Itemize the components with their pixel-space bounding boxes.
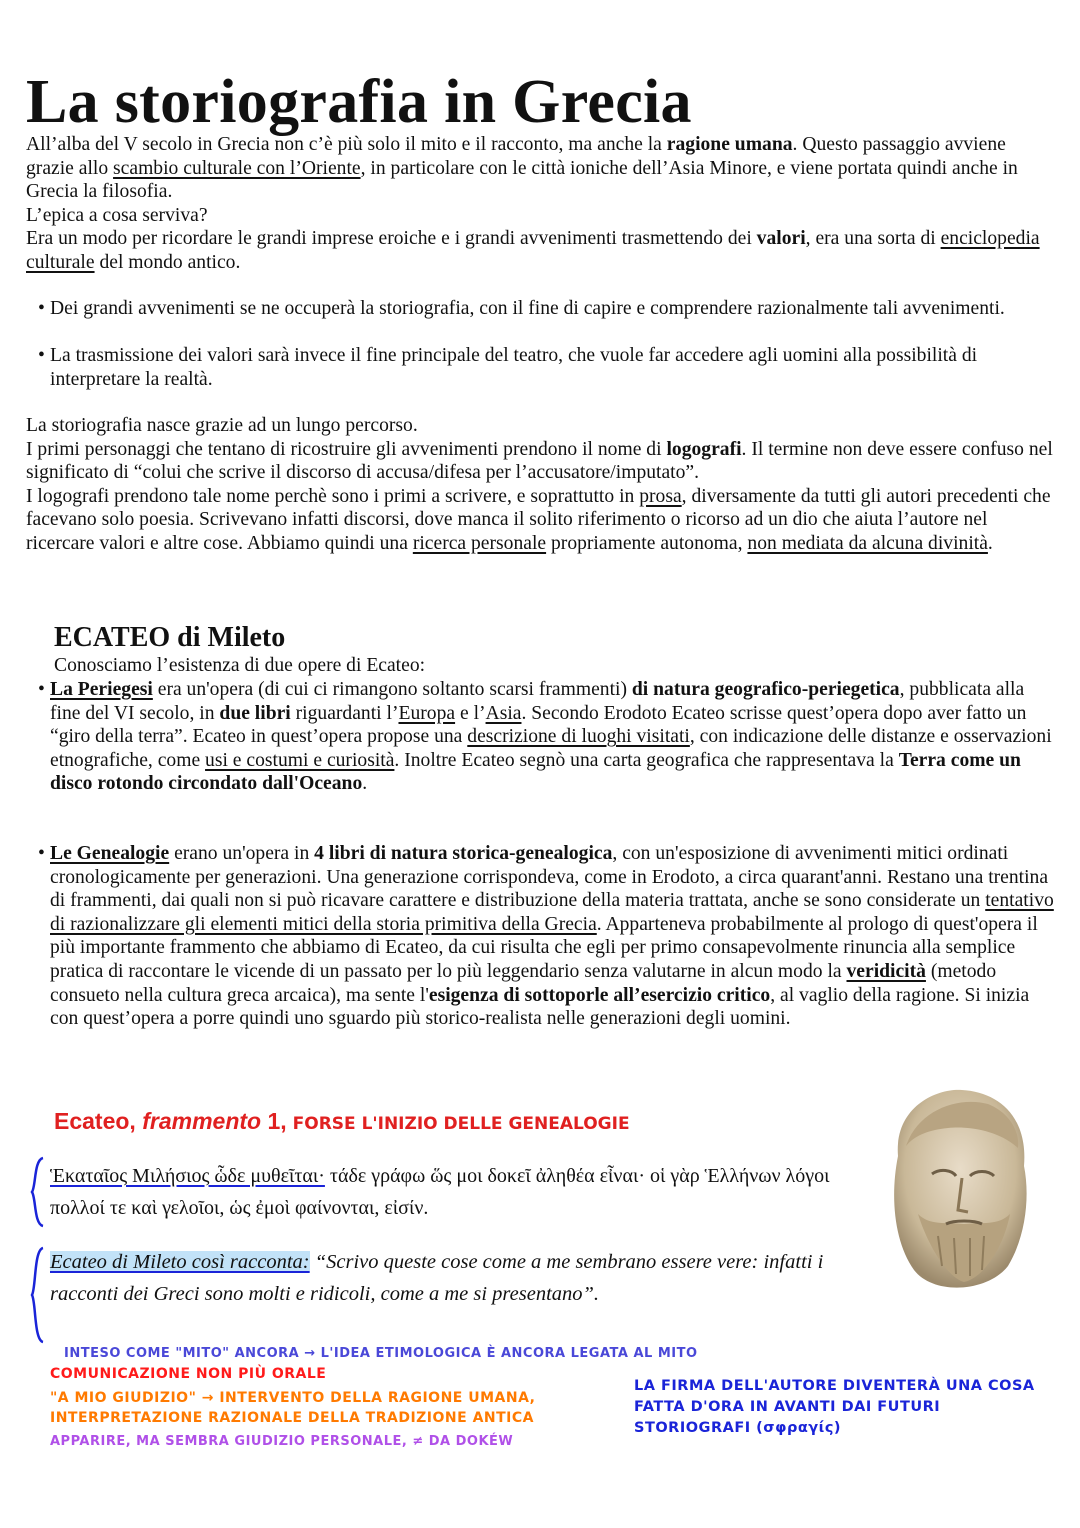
bullet-dot: •	[38, 345, 45, 366]
handwritten-note-orale: COMUNICAZIONE NON PIÙ ORALE	[50, 1366, 327, 1382]
handwritten-note-mito: INTESO COME "MITO" ANCORA → L'IDEA ETIMOLOGICA È ANCORA LEGATA AL MITO	[64, 1346, 698, 1361]
fragment-title: Ecateo, frammento 1, FORSE L'INIZIO DELLE GENEALOGIE	[54, 1108, 630, 1134]
section-heading-ecateo: ECATEO di Mileto	[54, 622, 286, 653]
italian-translation: Ecateo di Mileto così racconta: “Scrivo queste cose come a me sembrano essere vere: infatti i racconti dei Greci sono molti e ridicoli, come a me si presentano”.	[50, 1251, 824, 1305]
ecateo-bust-image	[858, 1086, 1058, 1298]
bullet-dot: •	[38, 298, 45, 319]
bullet-periegesi: • La Periegesi era un'opera (di cui ci rimangono soltanto scarsi frammenti) di natura geografico-periegetica, pubblicata alla fine del VI secolo, in due libri riguardanti l’Europa e l’Asia. Secondo Erodoto Ecateo scrisse quest’opera dopo aver fatto un “giro della terra”. Ecateo in quest’opera propose una descrizione di luoghi visitati, con indicazione delle distanze e osservazioni etnografiche, come usi e costumi e curiosità. Inoltre Ecateo segnò una carta geografica che rappresentava la Terra come un disco rotondo circondato dall'Oceano.	[38, 679, 1052, 795]
intro-paragraph-2: Era un modo per ricordare le grandi imprese eroiche e i grandi avvenimenti trasmettendo dei valori, era una sorta di enciclopedia culturale del mondo antico.	[26, 228, 1040, 273]
logografi-section: La storiografia nasce grazie ad un lungo percorso. I primi personaggi che tentano di ricostruire gli avvenimenti prendono il nome di logografi. Il termine non deve essere confuso nel significato di “colui che scrive il discorso di accusa/difesa per l’accusatore/imputato”. I logografi prendono tale nome perchè sono i primi a scrivere, e soprattutto in prosa, diversamente da tutti gli autori precedenti che facevano solo poesia. Scrivevano infatti discorsi, dove manca il solito riferimento o ricorso ad un dio che aiuta l’autore nel ricercare valori e altre cose. Abbiamo quindi una ricerca personale propriamente autonoma, non mediata da alcuna divinità.	[26, 415, 1053, 554]
bullet-teatro: • La trasmissione dei valori sarà invece il fine principale del teatro, che vuole far accedere agli uomini alla possibilità di interpretare la realtà.	[38, 345, 978, 390]
handwritten-note-giudizio: "A MIO GIUDIZIO" → INTERVENTO DELLA RAGIONE UMANA, INTERPRETAZIONE RAZIONALE DELLA TRADIZIONE ANTICA	[50, 1390, 536, 1426]
bullet-dot: •	[38, 843, 45, 864]
page-title: La storiografia in Grecia	[26, 68, 692, 136]
bullet-genealogie: • Le Genealogie erano un'opera in 4 libri di natura storica-genealogica, con un'esposizione di avvenimenti mitici ordinati cronologicamente per generazioni. Una generazione corrispondeva, come in Erodoto, a circa quarant'anni. Restano una trentina di frammenti, dai quali non si può ricavare carattere e distribuzione della materia trattata, anche se sono considerate un tentativo di razionalizzare gli elementi mitici della storia primitiva della Grecia. Apparteneva probabilmente al prologo di quest'opera il più importante frammento che abbiamo di Ecateo, da cui risulta che egli per primo consapevolmente rinuncia alla semplice pratica di raccontare le vicende di un passato per lo più leggendario senza valutarne in alcun modo la veridicità (metodo consueto nella cultura greca arcaica), ma sente l'esigenza di sottoporle all’esercizio critico, al vaglio della ragione. Si inizia con quest’opera a porre quindi uno sguardo più storico-realista nelle generazioni degli uomini.	[38, 843, 1054, 1030]
fragment-note: FORSE L'INIZIO DELLE GENEALOGIE	[292, 1114, 630, 1134]
intro-question: L’epica a cosa serviva?	[26, 204, 208, 226]
greek-fragment: Ἑκαταῖος Μιλήσιος ὧδε μυθεῖται· τάδε γράφω ὥς μοι δοκεῖ ἀληθέα εἶναι· οἱ γὰρ Ἑλλήνων λόγοι πολλοί τε καὶ γελοῖοι, ὡς ἐμοὶ φαίνονται, εἰσίν.	[50, 1165, 830, 1219]
bullet-dot: •	[38, 679, 45, 700]
bracket-greek	[30, 1156, 46, 1228]
bullet-storiografia: • Dei grandi avvenimenti se ne occuperà la storiografia, con il fine di capire e comprendere razionalmente tali avvenimenti.	[38, 298, 1005, 319]
bracket-italian	[30, 1246, 46, 1344]
highlight-mark	[290, 1172, 340, 1184]
handwritten-note-firma: LA FIRMA DELL'AUTORE DIVENTERÀ UNA COSA FATTA D'ORA IN AVANTI DAI FUTURI STORIOGRAFI (σφραγίς)	[634, 1378, 1035, 1436]
ecateo-lead: Conosciamo l’esistenza di due opere di Ecateo:	[54, 655, 426, 676]
intro-section	[26, 133, 1056, 275]
intro-paragraph-1: All’alba del V secolo in Grecia non c’è più solo il mito e il racconto, ma anche la ragione umana. Questo passaggio avviene grazie allo scambio culturale con l’Oriente, in particolare con le città ioniche dell’Asia Minore, e viene portata quindi anche in Grecia la filosofia.	[26, 134, 1018, 203]
handwritten-note-apparire: APPARIRE, MA SEMBRA GIUDIZIO PERSONALE, ≠ DA DOKÉW	[50, 1434, 514, 1449]
